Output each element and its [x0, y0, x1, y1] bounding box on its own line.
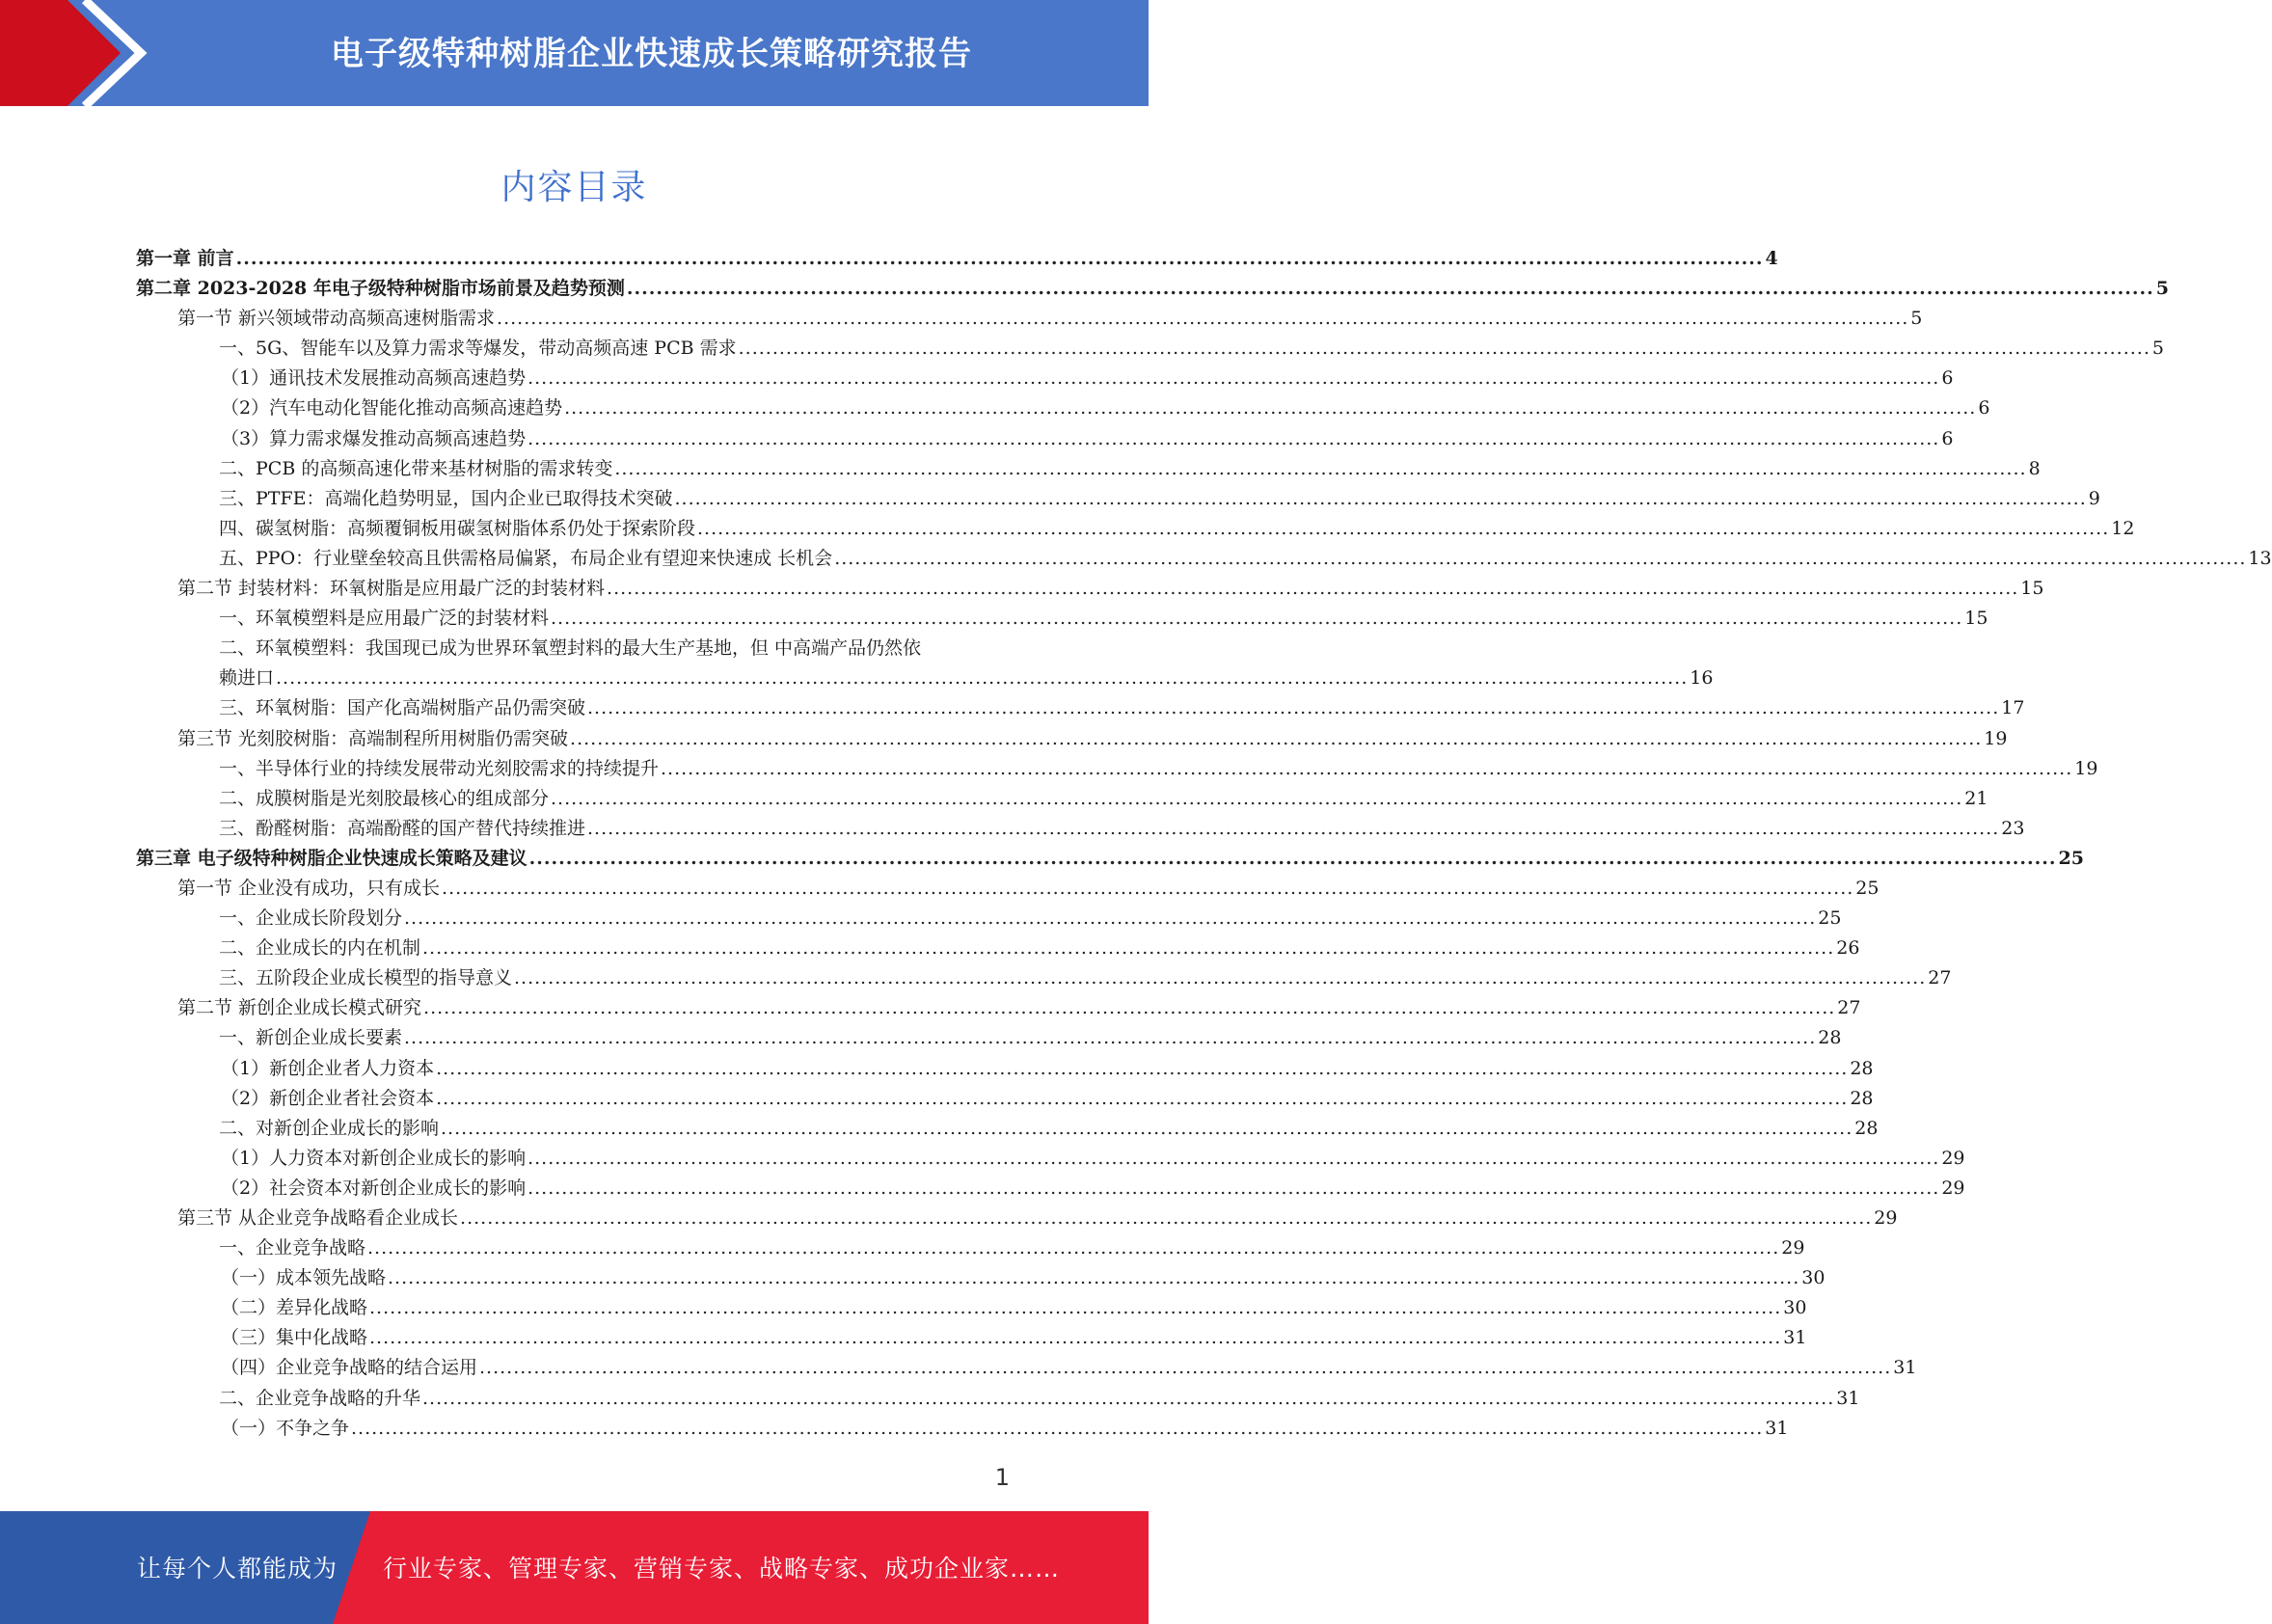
page-number: 1	[994, 1464, 1010, 1491]
toc-entry-item[interactable]: （一）不争之争 ..... 31	[136, 1414, 1011, 1444]
toc-heading: 内容目录	[500, 168, 648, 207]
toc-entry-subsection[interactable]: 三、PTFE：高端化趋势明显，国内企业已取得技术突破 ..... 9	[136, 484, 1011, 514]
toc-entry-section[interactable]: 第一节 新兴领域带动高频高速树脂需求 ..... 5	[136, 304, 1011, 334]
toc-entry-section[interactable]: 第三节 从企业竞争战略看企业成长 ..... 29	[136, 1204, 1011, 1233]
toc-entry-item[interactable]: （2）社会资本对新创企业成长的影响 ..... 29	[136, 1174, 1011, 1204]
report-title: 电子级特种树脂企业快速成长策略研究报告	[331, 35, 972, 73]
toc-entry-chapter[interactable]: 第二章 2023-2028 年电子级特种树脂市场前景及趋势预测 ..... 5	[136, 274, 1011, 304]
toc-entry-subsection-line1[interactable]: 二、环氧模塑料：我国现已成为世界环氧塑封料的最大生产基地，但 中高端产品仍然依	[219, 637, 922, 660]
toc-entry-chapter[interactable]: 第一章 前言 ..... 4	[136, 244, 1011, 274]
toc-entry-item[interactable]: （2）汽车电动化智能化推动高频高速趋势 ..... 6	[136, 393, 1011, 423]
toc-entry-item[interactable]: （3）算力需求爆发推动高频高速趋势 ..... 6	[136, 424, 1011, 454]
toc-entry-subsection[interactable]: 二、成膜树脂是光刻胶最核心的组成部分 ..... 21	[136, 784, 1011, 814]
toc-entry-chapter[interactable]: 第三章 电子级特种树脂企业快速成长策略及建议 ..... 25	[136, 844, 1011, 874]
toc-entry-item[interactable]: （四）企业竞争战略的结合运用 ..... 31	[136, 1353, 1011, 1383]
toc-entry-item[interactable]: （1）通讯技术发展推动高频高速趋势 ..... 6	[136, 364, 1011, 393]
toc-entry-item[interactable]: （2）新创企业者社会资本 ..... 28	[136, 1084, 1011, 1114]
toc-entry-subsection[interactable]: 五、PPO：行业壁垒较高且供需格局偏紧，布局企业有望迎来快速成 长机会 ..... 13	[136, 544, 1011, 574]
toc-entry-subsection[interactable]: 一、半导体行业的持续发展带动光刻胶需求的持续提升 ..... 19	[136, 754, 1011, 784]
toc-entry-section[interactable]: 第一节 企业没有成功，只有成长 ..... 25	[136, 874, 1011, 904]
toc-entry-item[interactable]: （一）成本领先战略 ..... 30	[136, 1263, 1011, 1293]
toc-entry-subsection[interactable]: 赖进口 ..... 16	[136, 663, 1011, 693]
footer-slogan-left: 让每个人都能成为	[137, 1555, 338, 1583]
toc-entry-section[interactable]: 第三节 光刻胶树脂：高端制程所用树脂仍需突破 ..... 19	[136, 724, 1011, 754]
toc-entry-item[interactable]: （1）新创企业者人力资本 ..... 28	[136, 1054, 1011, 1084]
toc-entry-item[interactable]: （三）集中化战略 ..... 31	[136, 1323, 1011, 1353]
toc-entry-subsection[interactable]: 三、酚醛树脂：高端酚醛的国产替代持续推进 ..... 23	[136, 814, 1011, 844]
toc-entry-subsection[interactable]: 一、新创企业成长要素 ..... 28	[136, 1023, 1011, 1053]
toc-entry-item[interactable]: （1）人力资本对新创企业成长的影响 ..... 29	[136, 1144, 1011, 1174]
toc-entry-subsection[interactable]: 一、5G、智能车以及算力需求等爆发，带动高频高速 PCB 需求 ..... 5	[136, 334, 1011, 364]
toc-entry-subsection[interactable]: 一、企业成长阶段划分 ..... 25	[136, 904, 1011, 934]
toc-entry-subsection[interactable]: 二、企业成长的内在机制 ..... 26	[136, 934, 1011, 963]
toc-entry-subsection[interactable]: 二、企业竞争战略的升华 ..... 31	[136, 1384, 1011, 1414]
footer-slogan-right: 行业专家、管理专家、营销专家、战略专家、成功企业家……	[383, 1555, 1061, 1583]
toc-entry-section[interactable]: 第二节 封装材料：环氧树脂是应用最广泛的封装材料 ..... 15	[136, 574, 1011, 604]
toc-entry-subsection[interactable]: 三、环氧树脂：国产化高端树脂产品仍需突破 ..... 17	[136, 693, 1011, 723]
toc-entry-subsection[interactable]: 一、环氧模塑料是应用最广泛的封装材料 ..... 15	[136, 604, 1011, 634]
toc-entry-section[interactable]: 第二节 新创企业成长模式研究 ..... 27	[136, 993, 1011, 1023]
toc-entry-subsection[interactable]: 四、碳氢树脂：高频覆铜板用碳氢树脂体系仍处于探索阶段 ..... 12	[136, 514, 1011, 544]
toc-entry-item[interactable]: （二）差异化战略 ..... 30	[136, 1293, 1011, 1323]
table-of-contents	[136, 244, 2272, 1444]
toc-entry-subsection[interactable]: 一、企业竞争战略 ..... 29	[136, 1233, 1011, 1263]
header-band	[0, 0, 1149, 106]
toc-entry-subsection[interactable]: 三、五阶段企业成长模型的指导意义 ..... 27	[136, 963, 1011, 993]
footer-band	[0, 1511, 1149, 1624]
toc-entry-subsection[interactable]: 二、PCB 的高频高速化带来基材树脂的需求转变 ..... 8	[136, 454, 1011, 484]
toc-entry-subsection[interactable]: 二、对新创企业成长的影响 ..... 28	[136, 1114, 1011, 1144]
